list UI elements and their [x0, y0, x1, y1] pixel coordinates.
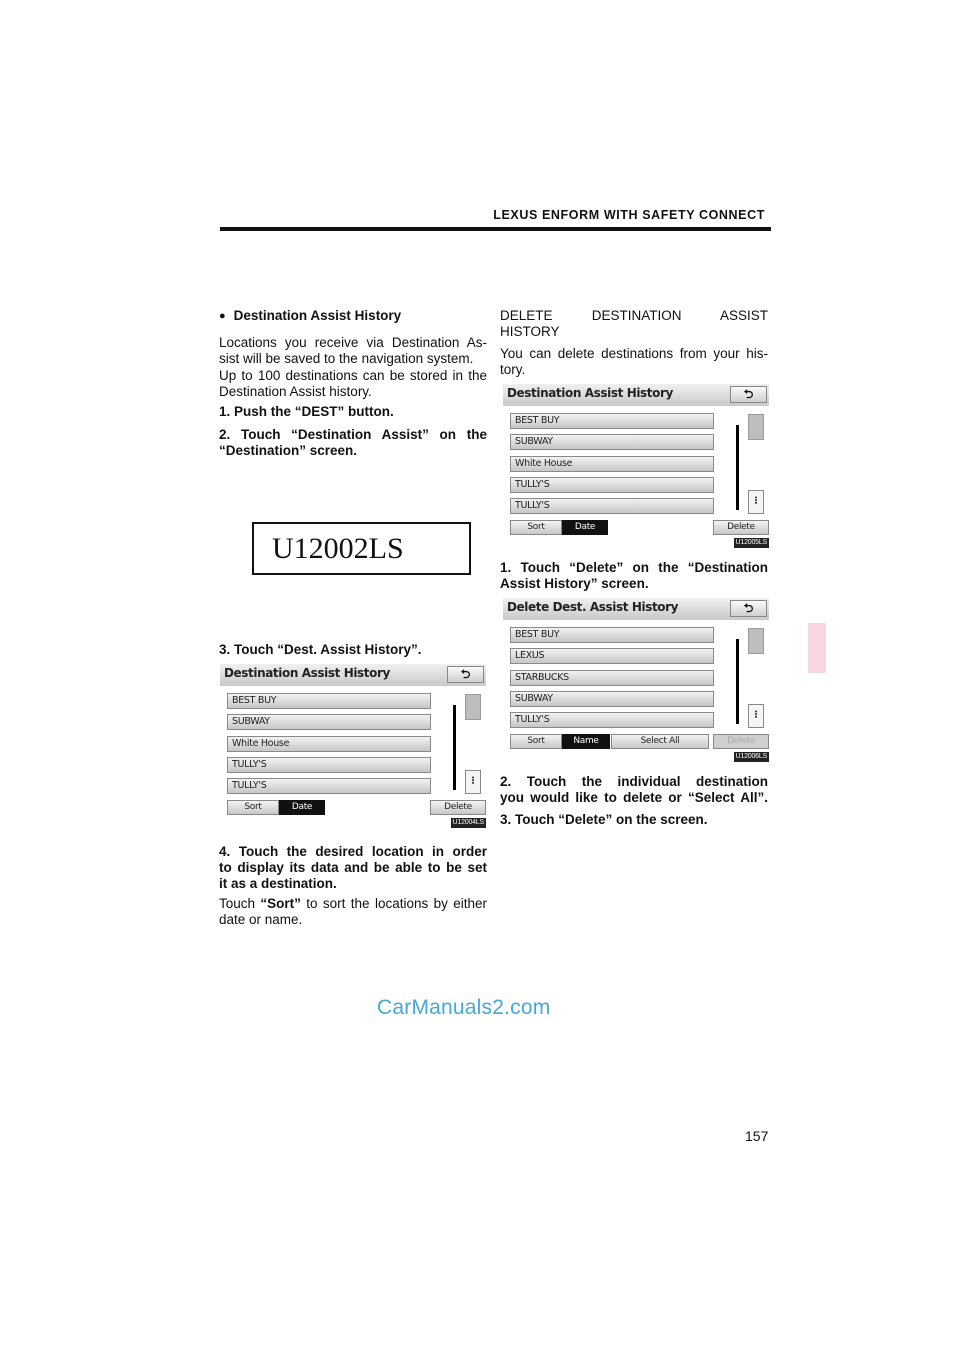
scroll-down-button[interactable]: ⁝ [465, 770, 481, 794]
heading-line1: DELETE DESTINATION ASSIST [500, 308, 768, 323]
scroll-up-button[interactable] [748, 628, 764, 654]
step4-line2: to display its data and be able to be set [219, 860, 487, 875]
scroll-up-button[interactable] [465, 694, 481, 720]
para1-line1: Locations you receive via Destination As- [219, 335, 487, 350]
delete-button[interactable]: Delete [713, 520, 769, 535]
list-item[interactable]: White House [510, 456, 714, 472]
page-header [220, 208, 771, 232]
list-item[interactable]: BEST BUY [510, 627, 714, 643]
section-title: Destination Assist History [233, 308, 402, 323]
delete-step2-line2: you would like to delete or “Select All”. [500, 790, 768, 805]
sort-note-line2: date or name. [219, 912, 303, 927]
watermark-link[interactable]: CarManuals2.com [377, 996, 551, 1019]
sort-button[interactable]: Sort [227, 800, 279, 815]
step4-line3: it as a destination. [219, 876, 337, 891]
intro-line1: You can delete destinations from your his- [500, 346, 768, 361]
sort-button[interactable]: Sort [510, 734, 562, 749]
para2-line1: Up to 100 destinations can be stored in the [219, 368, 487, 383]
figure-code: U12004LS [452, 819, 484, 826]
date-button[interactable]: Date [562, 520, 608, 535]
sort-button[interactable]: Sort [510, 520, 562, 535]
screen-title: Delete Dest. Assist History [507, 600, 679, 614]
list-item[interactable]: White House [227, 736, 431, 752]
scroll-down-button[interactable]: ⁝ [748, 490, 764, 514]
list-item[interactable]: STARBUCKS [510, 670, 714, 686]
back-arrow-icon[interactable]: ⮌ [447, 666, 484, 683]
page-number: 157 [745, 1128, 769, 1144]
list-item[interactable]: BEST BUY [227, 693, 431, 709]
image-placeholder [252, 522, 471, 575]
list-item[interactable]: SUBWAY [510, 691, 714, 707]
step4-line1: 4. Touch the desired location in order [219, 844, 487, 859]
list-item[interactable]: TULLY'S [510, 712, 714, 728]
delete-step2-line1: 2. Touch the individual destination [500, 774, 768, 789]
screen-title: Destination Assist History [224, 666, 390, 680]
step3: 3. Touch “Dest. Assist History”. [219, 642, 422, 657]
screen-title-bar [220, 664, 486, 686]
scroll-down-button[interactable]: ⁝ [748, 704, 764, 728]
intro-line2: tory. [500, 362, 526, 377]
scroll-track [736, 425, 739, 510]
select-all-button[interactable]: Select All [611, 734, 709, 749]
delete-step1-line2: Assist History” screen. [500, 576, 649, 591]
name-button[interactable]: Name [562, 734, 610, 749]
header-title: LEXUS ENFORM WITH SAFETY CONNECT [493, 208, 765, 222]
history-screen-b [503, 384, 769, 548]
scroll-track [453, 705, 456, 790]
section-tab [808, 623, 826, 673]
header-rule [220, 227, 771, 231]
sort-note-rest: to sort the locations by either [300, 896, 487, 911]
screen-title-bar [503, 384, 769, 406]
step2-line1: 2. Touch “Destination Assist” on the [219, 427, 487, 442]
delete-step1-line1: 1. Touch “Delete” on the “Destination [500, 560, 768, 575]
scroll-track [736, 639, 739, 724]
delete-history-screen [503, 598, 769, 762]
list-item[interactable]: BEST BUY [510, 413, 714, 429]
bullet-icon: ● [219, 310, 226, 322]
figure-code: U12005LS [735, 539, 767, 546]
back-arrow-icon[interactable]: ⮌ [730, 386, 767, 403]
screen-title-bar [503, 598, 769, 620]
sort-note-line1 [219, 896, 487, 912]
step1: 1. Push the “DEST” button. [219, 404, 394, 419]
list-item[interactable]: TULLY'S [227, 757, 431, 773]
step2-line2: “Destination” screen. [219, 443, 358, 458]
figure-code: U12006LS [735, 753, 767, 760]
delete-step3: 3. Touch “Delete” on the screen. [500, 812, 708, 827]
list-item[interactable]: TULLY'S [510, 477, 714, 493]
sort-note-prefix: Touch [219, 896, 261, 911]
list-item[interactable]: SUBWAY [227, 714, 431, 730]
placeholder-code: U12002LS [272, 532, 404, 565]
section-heading [219, 308, 487, 324]
heading-line2: HISTORY [500, 324, 560, 339]
back-arrow-icon[interactable]: ⮌ [730, 600, 767, 617]
para2-line2: Destination Assist history. [219, 384, 372, 399]
list-item[interactable]: LEXUS [510, 648, 714, 664]
para1-line2: sist will be saved to the navigation system. [219, 351, 474, 366]
date-button[interactable]: Date [279, 800, 325, 815]
sort-note-bold: “Sort” [260, 896, 301, 911]
list-item[interactable]: TULLY'S [510, 498, 714, 514]
list-item[interactable]: TULLY'S [227, 778, 431, 794]
screen-title: Destination Assist History [507, 386, 673, 400]
delete-button[interactable]: Delete [713, 734, 769, 749]
history-screen-a [220, 664, 486, 828]
delete-button[interactable]: Delete [430, 800, 486, 815]
list-item[interactable]: SUBWAY [510, 434, 714, 450]
scroll-up-button[interactable] [748, 414, 764, 440]
